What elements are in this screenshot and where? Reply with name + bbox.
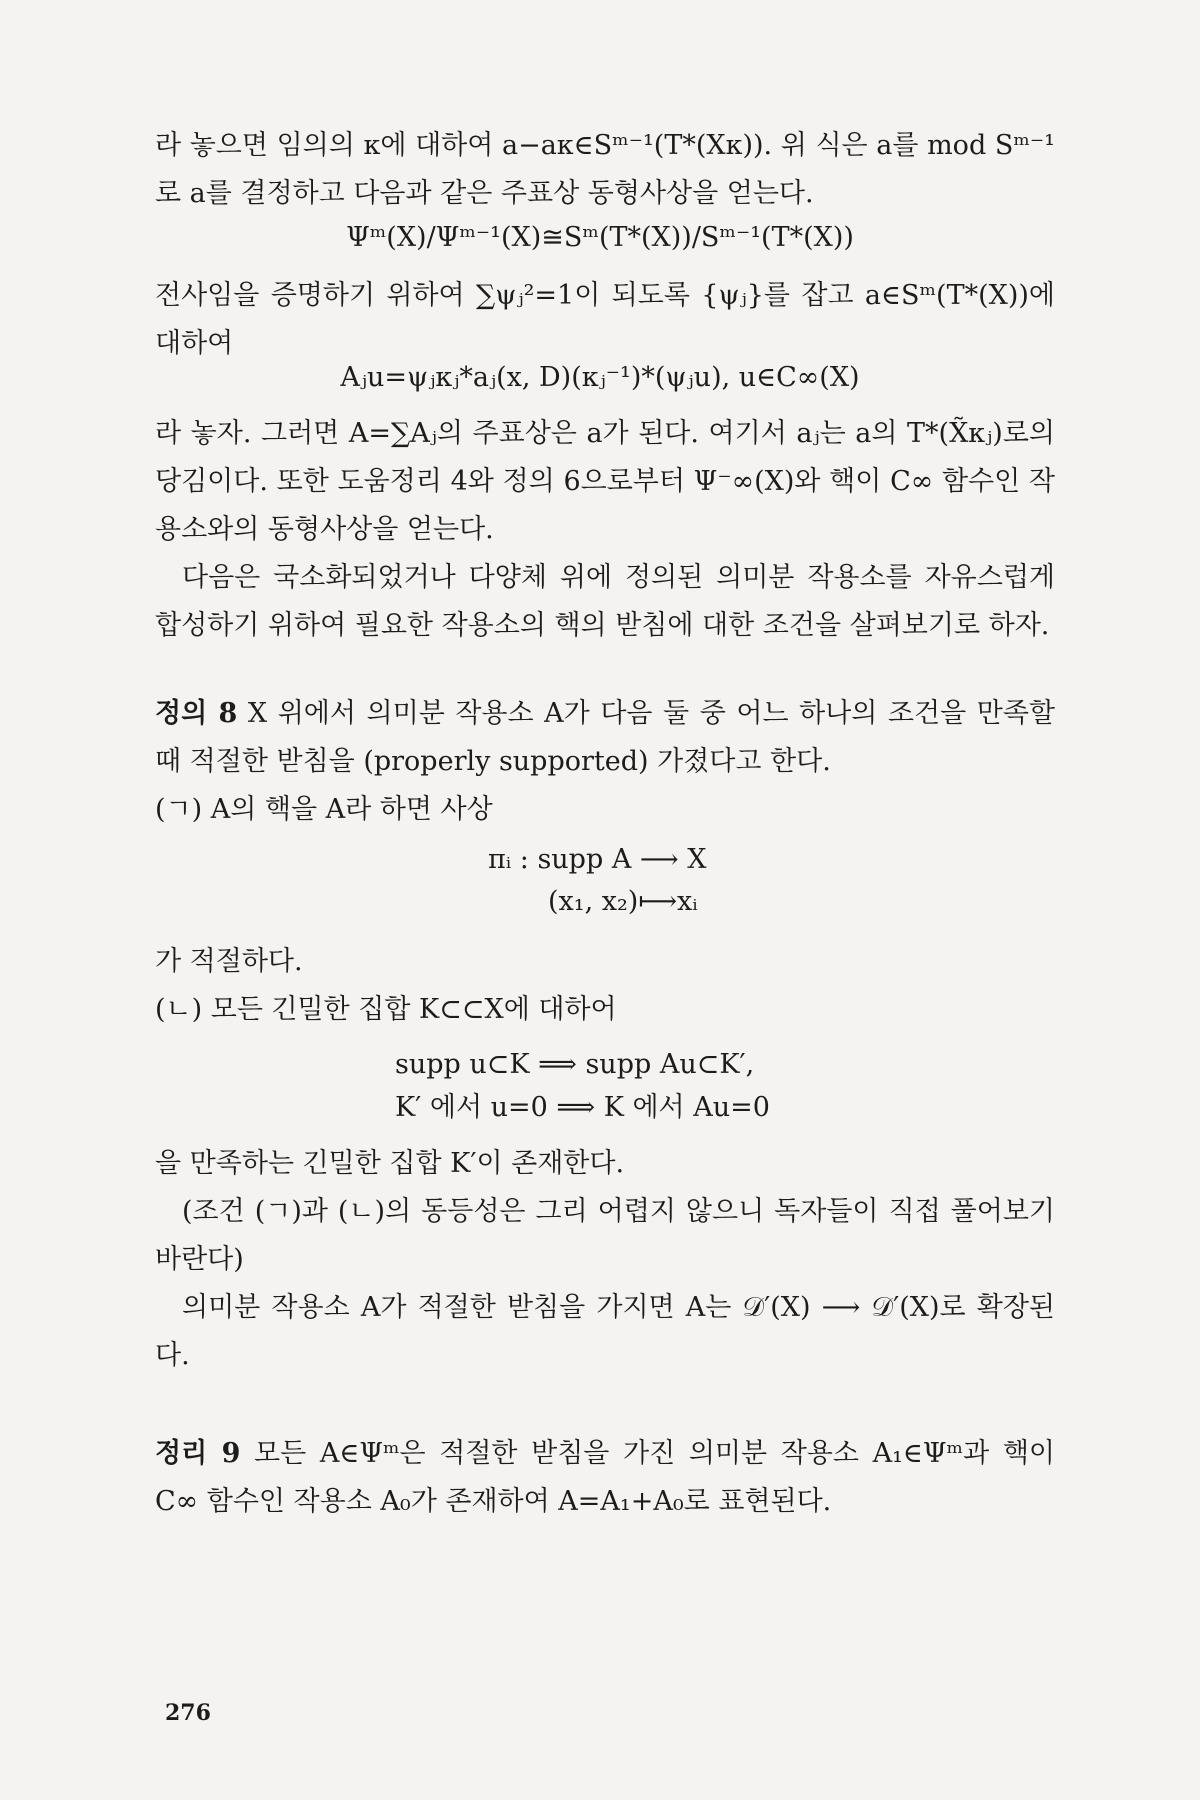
equation-projection-map: (x₁, x₂)⟼xᵢ <box>548 886 698 917</box>
equation-operator-def: Aⱼu=ψⱼκⱼ*aⱼ(x, D)(κⱼ⁻¹)*(ψⱼu), u∈C∞(X) <box>340 362 860 393</box>
equation-projection: πᵢ : supp A ⟶ X <box>488 844 707 875</box>
equation-support-2: K′ 에서 u=0 ⟹ K 에서 Au=0 <box>395 1092 770 1123</box>
definition-8 <box>155 690 1055 786</box>
condition-2-end: 을 만족하는 긴밀한 집합 K′이 존재한다. <box>155 1148 625 1179</box>
condition-2: (ㄴ) 모든 긴밀한 집합 K⊂⊂X에 대하어 <box>155 994 617 1025</box>
theorem-text: 모든 A∈Ψᵐ은 적절한 받침을 가진 의미분 작용소 A₁∈Ψᵐ과 핵이 C∞ 함수인 작용소 A₀가 존재하여 A=A₁+A₀로 표현된다. <box>155 1438 1055 1517</box>
page-number: 276 <box>165 1700 211 1726</box>
definition-text: X 위에서 의미분 작용소 A가 다음 둘 중 어느 하나의 조건을 만족할 때 적절한 받침을 (properly supported) 가졌다고 한다. <box>155 698 1055 777</box>
paragraph-1: 라 놓으면 임의의 κ에 대하여 a−aκ∈Sᵐ⁻¹(T*(Xκ)). 위 식은 a를 mod Sᵐ⁻¹로 a를 결정하고 다음과 같은 주표상 동형사상을 얻는다. <box>155 130 1055 209</box>
equation-isomorphism: Ψᵐ(X)/Ψᵐ⁻¹(X)≅Sᵐ(T*(X))/Sᵐ⁻¹(T*(X)) <box>346 222 854 253</box>
condition-1: (ㄱ) A의 핵을 A라 하면 사상 <box>155 794 493 825</box>
paragraph-2: 전사임을 증명하기 위하여 ∑ψⱼ²=1이 되도록 {ψⱼ}를 잡고 a∈Sᵐ(T*(X))에 대하여 <box>155 280 1055 359</box>
theorem-9 <box>155 1430 1055 1526</box>
paragraph-3: 라 놓자. 그러면 A=∑Aⱼ의 주표상은 a가 된다. 여기서 aⱼ는 a의 T*(X̃κⱼ)로의 당김이다. 또한 도움정리 4와 정의 6으로부터 Ψ⁻∞(X)와 핵이 C∞ 함수인 작용소와의 동형사상을 얻는다. <box>155 418 1055 545</box>
condition-1-end: 가 적절하다. <box>155 946 303 977</box>
paragraph-6: 의미분 작용소 A가 적절한 받침을 가지면 A는 𝒟′(X) ⟶ 𝒟′(X)로 확장된다. <box>155 1292 1055 1371</box>
equation-support-1: supp u⊂K ⟹ supp Au⊂K′, <box>395 1049 755 1080</box>
definition-label: 정의 8 <box>155 698 238 729</box>
paragraph-5: (조건 (ㄱ)과 (ㄴ)의 동등성은 그리 어렵지 않으니 독자들이 직접 풀어보기 바란다) <box>155 1196 1055 1275</box>
theorem-label: 정리 9 <box>155 1438 241 1469</box>
paragraph-4: 다음은 국소화되었거나 다양체 위에 정의된 의미분 작용소를 자유스럽게 합성하기 위하여 필요한 작용소의 핵의 받침에 대한 조건을 살펴보기로 하자. <box>155 562 1055 641</box>
